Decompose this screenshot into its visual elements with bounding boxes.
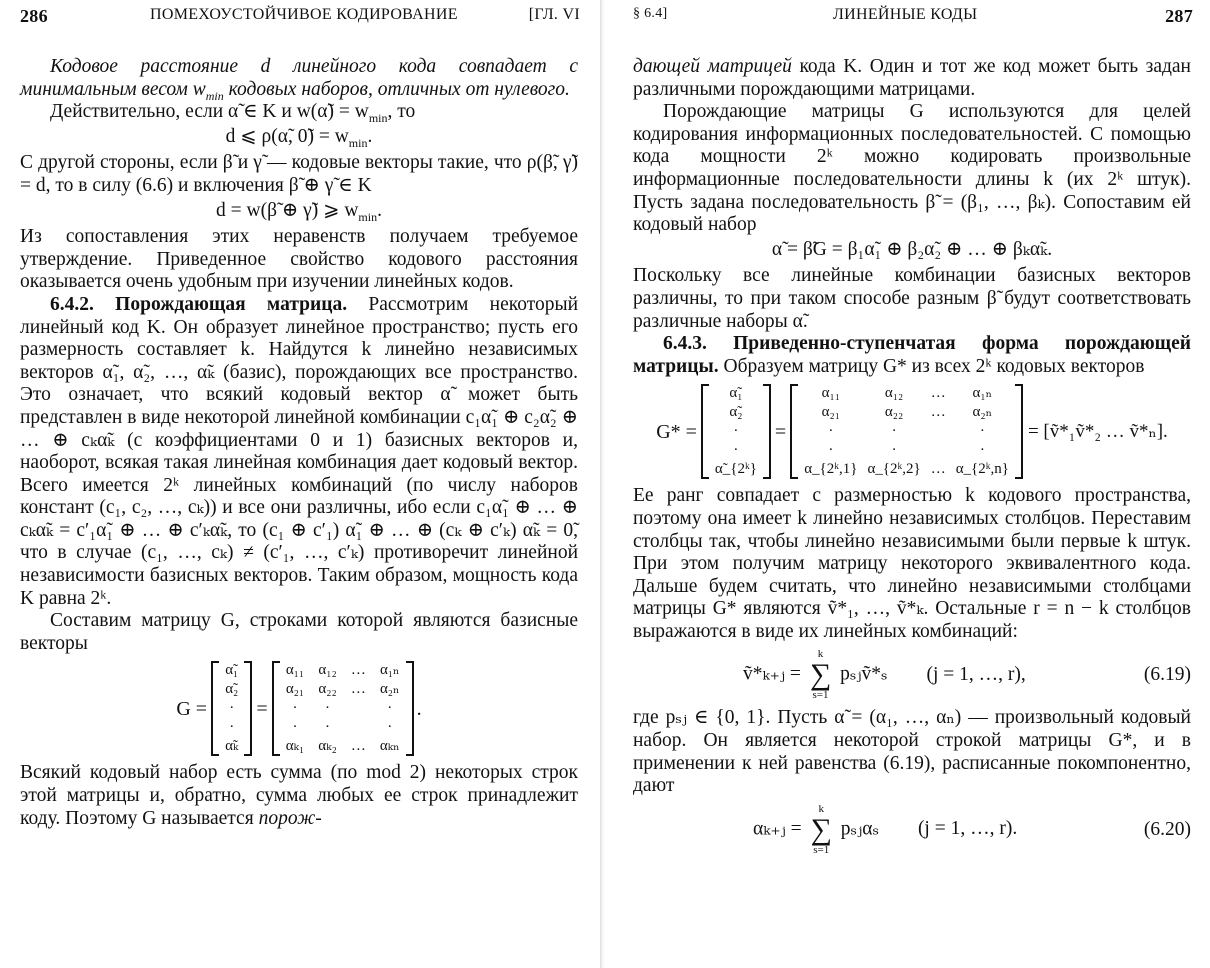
right-section-ref: § 6.4]	[633, 6, 668, 21]
left-running-title: ПОМЕХОУСТОЙЧИВОЕ КОДИРОВАНИЕ	[150, 6, 458, 23]
left-running-head	[20, 6, 580, 28]
basis-column: α̃₁ α̃₂ · · α̃ₖ	[225, 662, 239, 755]
entries-grid: α₁₁ α₁₂ … α₁ₙ α₂₁ α₂₂ … α₂ₙ · · · · · · αₖ₁ αₖ₂ … αₖₙ	[285, 662, 400, 755]
left-page-number: 286	[20, 6, 48, 26]
right-page	[605, 0, 1210, 968]
matrix-label: G* =	[656, 420, 697, 443]
distinct-paragraph: Поскольку все линейные комбинации базисных векторов различны, то при таком способе разным β̃ будут соответствовать различные наборы α̃.	[633, 265, 1191, 332]
right-page-number: 287	[1165, 6, 1193, 26]
proof-start: Действительно, если α̃ ∈ K и w(α̃) = $w_{min}$, то	[50, 101, 416, 126]
section-6-4-3: 6.4.3. Приведенно-ступенчатая форма порождающей матрицы. Образуем матрицу G* из всех 2ᵏ кодовых векторов	[633, 333, 1191, 377]
theorem-statement: Кодовое расстояние d линейного кода совпадает с минимальным весом $w_{min}$ кодовых наборов, отличных от нулевого.	[20, 56, 578, 103]
section-title: 6.4.2. Порождающая матрица.	[50, 293, 348, 315]
sum-sign: k ∑ s=1	[809, 648, 832, 702]
matrix-label: G =	[176, 697, 208, 720]
matrix-intro: Составим матрицу G, строками которой являются базисные векторы	[20, 610, 578, 654]
components-paragraph: где pₛⱼ ∈ {0, 1}. Пусть α̃ = (α₁, …, αₙ) — произвольный кодовый набор. Он является некоторой строкой матрицы G*, и в применении к ней равенства (6.19), расписанные покомпонентно, дают	[633, 707, 1191, 797]
encoding-paragraph: Порождающие матрицы G используются для целей кодирования информационных последовательностей. С помощью кода мощности 2ᵏ можно кодировать произвольные информационные последовательности длины k (их 2ᵏ штук). Пусть задана последовательность β̃ = (β₁, …, βₖ). Сопоставим ей кодовый набор	[633, 101, 1191, 236]
matrix-G-star: G* = α̃₁ α̃₂ · · α̃_{2ᵏ} = α₁₁ α₁₂ … α₁ₙ α₂₁ α₂₂ … α₂ₙ · · · · · · α_{2ᵏ,1} α_{2ᵏ,2} … α_{2ᵏ,n} = [ṽ*₁ṽ*₂ … ṽ*ₙ].	[656, 385, 1168, 478]
left-chapter-ref: [ГЛ. VI	[528, 6, 580, 23]
right-running-head	[633, 6, 1193, 28]
equation-number: (6.19)	[1143, 664, 1191, 686]
equation-number: (6.20)	[1143, 818, 1191, 840]
rank-paragraph: Ее ранг совпадает с размерностью k кодового пространства, поэтому она имеет k линейно независимых столбцов. Переставим столбцы так, чтобы линейно независимыми были первые k штук. При этом получим матрицу некоторого эквивалентного кода. Дальше будем считать, что линейно независимыми столбцами матрицы G* являются ṽ*₁, …, ṽ*ₖ. Остальные r = n − k столбцов выражаются в виде их линейных комбинаций:	[633, 485, 1191, 642]
formula-distance-bound: d ⩽ ρ(α̃, 0̃) = $w_{min}$.	[225, 125, 373, 150]
formula-encoding: α̃ = β̃G = β₁α̃₁ ⊕ β₂α̃₂ ⊕ … ⊕ βₖα̃ₖ.	[771, 238, 1053, 260]
generator-matrix-G: G = α̃₁ α̃₂ · · α̃ₖ = α₁₁ α₁₂ … α₁ₙ α₂₁ α₂₂ … α₂ₙ · · · · · · αₖ₁ αₖ₂ … αₖₙ .	[176, 662, 422, 755]
sum-sign: k ∑ s=1	[810, 802, 832, 856]
left-page	[0, 0, 600, 968]
equation-6-19: ṽ*ₖ₊ⱼ = k ∑ s=1 pₛⱼṽ*ₛ (j = 1, …, r), (6.19)	[743, 648, 1191, 702]
sum-paragraph: Всякий кодовый набор есть сумма (по mod 2) некоторых строк этой матрицы и, обратно, сумма любых ее строк принадлежит коду. Поэтому G называется порож-	[20, 762, 578, 829]
section-title: 6.4.3. Приведенно-ступенчатая форма порождающей матрицы.	[633, 333, 1191, 377]
entries-grid: α₁₁ α₁₂ … α₁ₙ α₂₁ α₂₂ … α₂ₙ · · · · · · α_{2ᵏ,1} α_{2ᵏ,2} … α_{2ᵏ,n}	[804, 385, 1009, 478]
formula-weight-bound: d = w(β̃ ⊕ γ̃) ⩾ $w_{min}$.	[216, 199, 382, 224]
column-vectors: = [ṽ*₁ṽ*₂ … ṽ*ₙ].	[1027, 420, 1168, 442]
right-body	[633, 56, 1191, 862]
continuation-paragraph: дающей матрицей кода K. Один и тот же код может быть задан различными порождающими матрицами.	[633, 56, 1191, 100]
right-running-title: ЛИНЕЙНЫЕ КОДЫ	[833, 6, 978, 23]
left-body	[20, 56, 578, 830]
section-6-4-2: 6.4.2. Порождающая матрица. Рассмотрим некоторый линейный код K. Он образует линейное пространство; пусть его размерность составляет k. Найдутся k линейно независимых векторов α̃₁, α̃₂, …, α̃ₖ (базис), порождающих все пространство. Это означает, что всякий кодовый вектор α̃ может быть представлен в виде некоторой линейной комбинации c₁α̃₁ ⊕ c₂α̃₂ ⊕ … ⊕ cₖα̃ₖ (с коэффициентами 0 и 1) базисных векторов и, наоборот, всякая такая линейная комбинация дает кодовый вектор. Всего имеется 2ᵏ линейных комбинаций (по числу наборов констант (c₁, c₂, …, cₖ)) и все они различны, ибо если c₁α̃₁ ⊕ … ⊕ cₖα̃ₖ = c′₁α̃₁ ⊕ … ⊕ c′ₖα̃ₖ, то (c₁ ⊕ c′₁) α̃₁ ⊕ … ⊕ (cₖ ⊕ c′ₖ) α̃ₖ = 0̃, что в случае (c₁, …, cₖ) ≠ (c′₁, …, c′ₖ) противоречит линейной независимости базисных векторов. Таким образом, мощность кода K равна 2ᵏ.	[20, 293, 578, 609]
conclusion-paragraph: Из сопоставления этих неравенств получаем требуемое утверждение. Приведенное свойство кодового расстояния оказывается очень удобным при изучении линейных кодов.	[20, 226, 578, 293]
codeword-column: α̃₁ α̃₂ · · α̃_{2ᵏ}	[714, 385, 757, 478]
equation-6-20: αₖ₊ⱼ = k ∑ s=1 pₛⱼαₛ (j = 1, …, r). (6.20)	[753, 802, 1191, 856]
proof-other-side: С другой стороны, если β̃ и γ̃ — кодовые векторы такие, что ρ(β̃, γ̃) = d, то в силу (6.6) и включения β̃ ⊕ γ̃ ∈ K	[20, 152, 578, 196]
